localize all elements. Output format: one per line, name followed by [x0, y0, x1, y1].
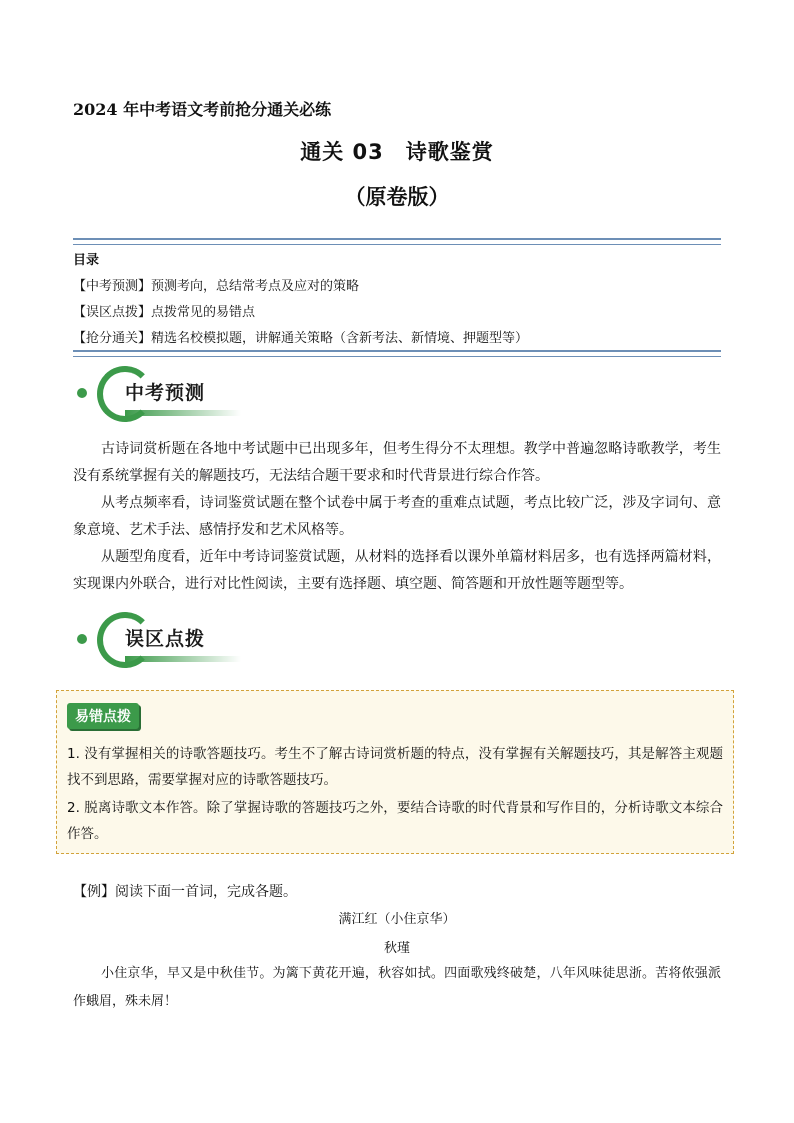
section-heading-mistakes — [73, 612, 253, 672]
table-of-contents — [73, 248, 528, 352]
bullet-dot-icon — [77, 634, 87, 644]
toc-item: 【中考预测】预测考向，总结常考点及应对的策略 — [73, 279, 360, 294]
example-intro: 【例】阅读下面一首词，完成各题。 — [73, 884, 297, 900]
paragraph: 从考点频率看，诗词鉴赏试题在整个试卷中属于考查的重难点试题，考点比较广泛，涉及字词句、意象意境、艺术手法、感情抒发和艺术风格等。 — [73, 495, 721, 538]
tip-item: 1. 没有掌握相关的诗歌答题技巧。考生不了解古诗词赏析题的特点，没有掌握有关解题技巧，其是解答主观题找不到思路，需要掌握对应的诗歌答题技巧。 — [67, 746, 723, 788]
underline-bar — [125, 410, 241, 416]
series-title: 2024 年中考语文考前抢分通关必练 — [73, 100, 332, 119]
page-subtitle: （原卷版） — [344, 185, 450, 209]
toc-title: 目录 — [73, 253, 100, 268]
poem-body: 小住京华，早又是中秋佳节。为篱下黄花开遍，秋容如拭。四面歌残终破楚，八年风味徒思浙。苦将侬强派作蛾眉，殊未屑！ — [73, 966, 721, 1009]
bullet-dot-icon — [77, 388, 87, 398]
tip-item: 2. 脱离诗歌文本作答。除了掌握诗歌的答题技巧之外，要结合诗歌的时代背景和写作目的，分析诗歌文本综合作答。 — [67, 800, 723, 842]
section-label: 中考预测 — [125, 382, 206, 404]
paragraph: 古诗词赏析题在各地中考试题中已出现多年，但考生得分不太理想。教学中普遍忽略诗歌教学，考生没有系统掌握有关的解题技巧，无法结合题干要求和时代背景进行综合作答。 — [73, 441, 721, 484]
tip-box — [56, 690, 734, 854]
poem-title: 满江红（小住京华） — [338, 912, 456, 927]
underline-bar — [125, 656, 241, 662]
toc-item: 【抢分通关】精选名校模拟题，讲解通关策略（含新考法、新情境、押题型等） — [73, 331, 529, 346]
divider-top — [73, 238, 721, 245]
poem-author: 秋瑾 — [383, 941, 410, 956]
section-heading-prediction — [73, 366, 253, 426]
section-label: 误区点拨 — [125, 628, 206, 650]
paragraph: 从题型角度看，近年中考诗词鉴赏试题，从材料的选择看以课外单篇材料居多，也有选择两篇材料，实现课内外联合，进行对比性阅读，主要有选择题、填空题、简答题和开放性题等题型等。 — [73, 549, 721, 592]
page-title: 通关 03 诗歌鉴赏 — [300, 140, 494, 164]
tip-tag: 易错点拨 — [67, 703, 139, 729]
divider-bottom — [73, 350, 721, 357]
toc-item: 【误区点拨】点拨常见的易错点 — [73, 305, 256, 320]
